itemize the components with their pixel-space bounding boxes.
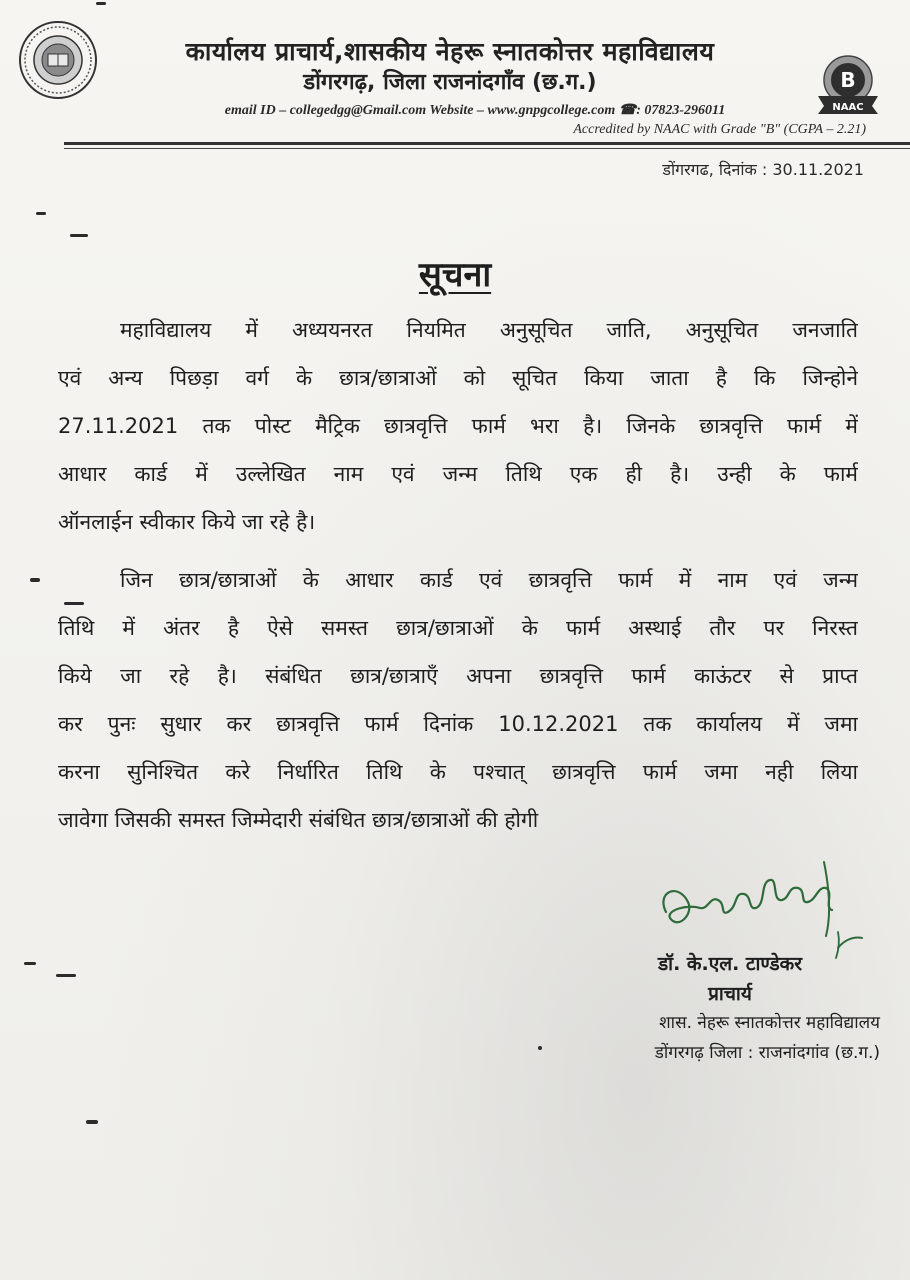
naac-badge-icon [812, 52, 884, 120]
scan-speck [64, 602, 84, 605]
signature-mark [648, 852, 868, 962]
scan-speck [86, 1120, 98, 1124]
college-place: डोंगरगढ़, जिला राजनांदगाँव (छ.ग.) [303, 70, 597, 95]
paragraph-line: आधार कार्ड में उल्लेखित नाम एवं जन्म तिथि एक ही है। उन्ही के फार्म [58, 462, 858, 486]
paragraph-line: ऑनलाईन स्वीकार किये जा रहे है। [58, 510, 316, 534]
paragraph-line: जावेगा जिसकी समस्त जिम्मेदारी संबंधित छात्र/छात्राओं की होगी [58, 808, 539, 832]
signatory-address: डोंगरगढ़ जिला : राजनांदगांव (छ.ग.) [654, 1043, 880, 1063]
paragraph-line: महाविद्यालय में अध्ययनरत नियमित अनुसूचित जाति, अनुसूचित जनजाति [120, 318, 858, 342]
paragraph-line: 27.11.2021 तक पोस्ट मैट्रिक छात्रवृत्ति फार्म भरा है। जिनके छात्रवृत्ति फार्म में [58, 414, 858, 438]
scan-speck [70, 234, 88, 237]
naac-badge-letter: B [840, 68, 856, 92]
accreditation-line: Accredited by NAAC with Grade "B" (CGPA – 2.21) [573, 122, 866, 137]
paragraph-line: करना सुनिश्चित करे निर्धारित तिथि के पश्चात् छात्रवृत्ति फार्म जमा नही लिया [58, 760, 858, 784]
paragraph-line: जिन छात्र/छात्राओं के आधार कार्ड एवं छात्रवृत्ति फार्म में नाम एवं जन्म [120, 568, 858, 592]
place-date: डोंगरगढ, दिनांक : 30.11.2021 [662, 160, 864, 179]
contact-line: email ID – collegedgg@Gmail.com Website – www.gnpgcollege.com ☎: 07823-296011 [224, 103, 726, 118]
signatory-college: शास. नेहरू स्नातकोत्तर महाविद्यालय [659, 1013, 880, 1033]
notice-paragraph-1 [58, 306, 858, 546]
paragraph-line: कर पुनः सुधार कर छात्रवृत्ति फार्म दिनांक 10.12.2021 तक कार्यालय में जमा [58, 712, 858, 736]
college-emblem-icon [18, 20, 98, 100]
college-name: कार्यालय प्राचार्य,शासकीय नेहरू स्नातकोत्तर महाविद्यालय [185, 37, 715, 66]
header-divider [64, 142, 910, 145]
scan-speck [56, 974, 76, 977]
scan-speck [96, 2, 106, 5]
paragraph-line: एवं अन्य पिछड़ा वर्ग के छात्र/छात्राओं को सूचित किया जाता है कि जिन्होने [58, 366, 858, 390]
notice-heading: सूचना [418, 255, 492, 295]
scan-speck [24, 962, 36, 965]
notice-paragraph-2 [58, 556, 858, 844]
naac-badge-text: NAAC [832, 102, 864, 113]
paragraph-line: किये जा रहे है। संबंधित छात्र/छात्राएँ अपना छात्रवृत्ति फार्म काऊंटर से प्राप्त [58, 664, 858, 688]
paragraph-line: तिथि में अंतर है ऐसे समस्त छात्र/छात्राओं के फार्म अस्थाई तौर पर निरस्त [58, 616, 858, 640]
scan-speck [36, 212, 46, 215]
signatory-title: प्राचार्य [708, 983, 752, 1005]
header-divider-thin [64, 148, 910, 149]
scan-speck [538, 1046, 542, 1050]
scan-speck [30, 578, 40, 582]
signatory-name: डॉ. के.एल. टाण्डेकर [657, 953, 802, 975]
